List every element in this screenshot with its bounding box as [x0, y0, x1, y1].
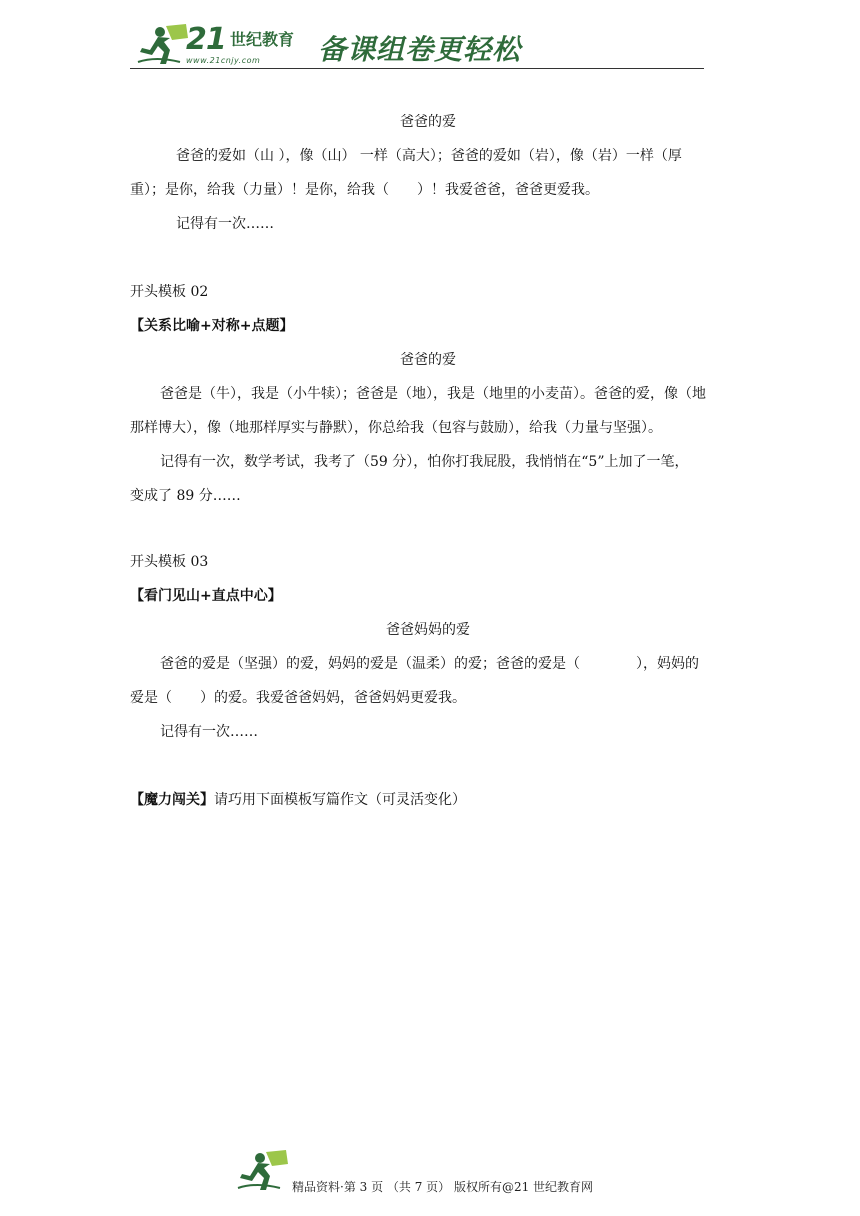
- runner-logo-icon: [136, 22, 190, 68]
- essay-title: 爸爸妈妈的爱: [386, 622, 470, 638]
- paragraph-line: 重）；是你，给我（力量）！是你，给我（ ）！我爱爸爸，爸爸更爱我。: [130, 182, 599, 198]
- challenge-text: 请巧用下面模板写篇作文（可灵活变化）: [214, 792, 466, 808]
- paragraph-line: 记得有一次……: [160, 724, 258, 740]
- template-label: 开头模板 03: [130, 554, 209, 570]
- header-divider: [130, 68, 704, 69]
- footer-copyright: 精品资料·第 3 页 （共 7 页） 版权所有@21 世纪教育网: [292, 1180, 594, 1194]
- essay-title: 爸爸的爱: [400, 352, 456, 368]
- paragraph-line: 爱是（ ）的爱。我爱爸爸妈妈，爸爸妈妈更爱我。: [130, 690, 466, 706]
- paragraph-line: 那样博大），像（地那样厚实与静默），你总给我（包容与鼓励），给我（力量与坚强）。: [130, 420, 662, 436]
- template-tag: 【看门见山+直点中心】: [130, 588, 282, 604]
- template-tag: 【关系比喻+对称+点题】: [130, 318, 294, 334]
- paragraph-line: 爸爸是（牛），我是（小牛犊）；爸爸是（地），我是（地里的小麦苗）。爸爸的爱，像（地: [160, 386, 706, 402]
- brand-number: 21: [186, 22, 226, 57]
- runner-logo-icon: [236, 1148, 290, 1194]
- paragraph-line: 变成了 89 分……: [130, 488, 241, 504]
- challenge-tag: 【魔力闯关】: [130, 792, 214, 808]
- paragraph-line: 记得有一次……: [176, 216, 274, 232]
- header-slogan: 备课组卷更轻松: [318, 33, 522, 66]
- brand-name: 世纪教育: [230, 30, 295, 49]
- essay-title: 爸爸的爱: [400, 114, 456, 130]
- template-label: 开头模板 02: [130, 284, 209, 300]
- paragraph-line: 爸爸的爱是（坚强）的爱，妈妈的爱是（温柔）的爱；爸爸的爱是（ ），妈妈的: [160, 656, 699, 672]
- challenge-prompt: [130, 790, 466, 810]
- paragraph-line: 爸爸的爱如（山 ），像（山） 一样（高大）；爸爸的爱如（岩），像（岩）一样（厚: [176, 148, 682, 164]
- brand-url: www.21cnjy.com: [186, 56, 261, 65]
- paragraph-line: 记得有一次，数学考试，我考了（59 分），怕你打我屁股，我悄悄在“5”上加了一笔，: [160, 454, 689, 470]
